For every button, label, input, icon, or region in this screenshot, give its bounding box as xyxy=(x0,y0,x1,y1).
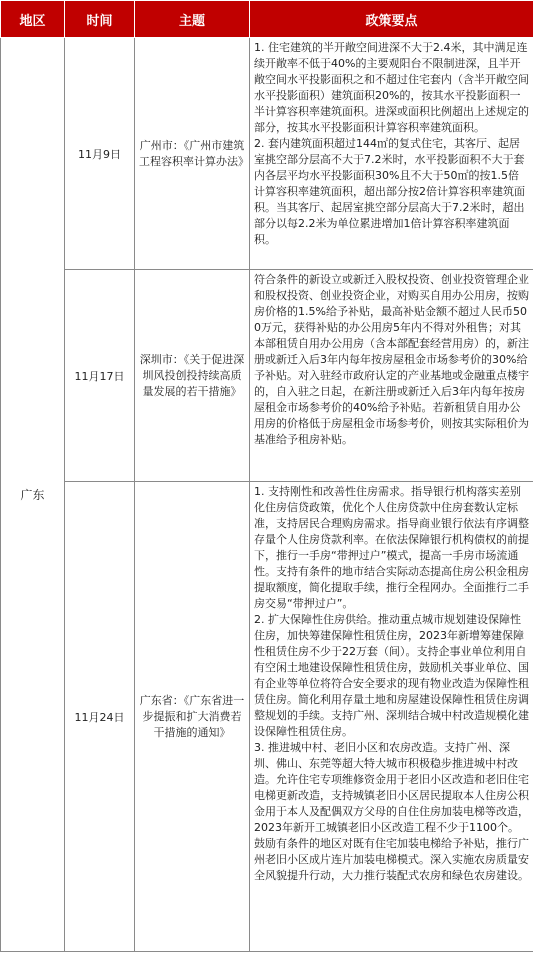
policy-paragraph: 3. 推进城中村、老旧小区和农房改造。支持广州、深圳、佛山、东莞等超大特大城市积极稳步推进城中村改造。允许住宅专项维修资金用于老旧小区改造和老旧住宅电梯更新改造，支持城镇老旧小区居民提取本人住房公积金用于本人及配偶双方父母的自住住房加装电梯等改造，2023年新开工城镇老旧小区改造工程不少于1100个。鼓励有条件的地区对既有住宅加装电梯给予补贴，推行广州老旧小区成片连片加装电梯模式。深入实施农房质量安全风貌提升行动，大力推行装配式农房和绿色农房建设。 xyxy=(254,741,529,882)
policy-paragraph: 2. 扩大保障性住房供给。推动重点城市规划建设保障性住房，加快筹建保障性租赁住房，2023年新增筹建保障性租赁住房不少于22万套（间）。支持企事业单位利用自有空闲土地建设保障性租赁住房，鼓励机关事业单位、国有企业等单位将符合安全要求的现有物业改造为保障性租赁住房。简化利用存量土地和房屋建设保障性租赁住房调整规划的手续。支持广州、深圳结合城中村改造规模化建设保障性租赁住房。 xyxy=(254,613,529,738)
table-row xyxy=(1,270,533,482)
policy-paragraph: 1. 支持刚性和改善性住房需求。指导银行机构落实差别化住房信贷政策，优化个人住房贷款中住房套数认定标准，支持居民合理购房需求。指导商业银行依法有序调整存量个人住房贷款利率。在依法保障银行机构债权的前提下，推行一手房“带押过户”模式，提高一手房市场流通性。支持有条件的地市结合实际动态提高住房公积金租房提取额度，简化提取手续，推行全程网办。全面推行二手房交易“带押过户”。 xyxy=(254,485,529,610)
table-row xyxy=(1,38,533,270)
policy-paragraph: 2. 套内建筑面积超过144㎡的复式住宅，其客厅、起居室挑空部分层高不大于7.2米时，水平投影面积不大于套内各层平均水平投影面积30%且不大于50㎡的按1.5倍计算容积率建筑面积，超出部分按2倍计算容积率建筑面积。当其客厅、起居室挑空部分层高大于7.2米时，超出部分以每2.2米为单位累进增加1倍计算容积率建筑面积。 xyxy=(254,137,525,246)
header-policy: 政策要点 xyxy=(250,1,533,38)
date-cell: 11月9日 xyxy=(65,38,135,270)
policy-paragraph: 1. 住宅建筑的半开敞空间进深不大于2.4米，其中满足连续开敞率不低于40%的主要观阳台不限制进深，且半开敞空间水平投影面积之和不超过住宅套内（含半开敞空间水平投影面积）建筑面积20%的，按其水平投影面积一半计算容积率建筑面积。进深或面积比例超出上述规定的部分，按其水平投影面积计算容积率建筑面积。 xyxy=(254,41,529,134)
topic-cell: 广州市：《广州市建筑工程容积率计算办法》 xyxy=(135,38,250,270)
header-region: 地区 xyxy=(1,1,65,38)
table-row xyxy=(1,482,533,952)
policy-cell xyxy=(250,482,533,952)
topic-cell: 广东省：《广东省进一步提振和扩大消费若干措施的通知》 xyxy=(135,482,250,952)
header-topic: 主题 xyxy=(135,1,250,38)
topic-cell: 深圳市：《关于促进深圳风投创投持续高质量发展的若干措施》 xyxy=(135,270,250,482)
policy-cell xyxy=(250,270,533,482)
policy-cell xyxy=(250,38,533,270)
date-cell: 11月24日 xyxy=(65,482,135,952)
header-date: 时间 xyxy=(65,1,135,38)
date-cell: 11月17日 xyxy=(65,270,135,482)
header-row xyxy=(1,1,533,38)
region-cell: 广东 xyxy=(1,38,65,952)
policy-paragraph: 符合条件的新设立或新迁入股权投资、创业投资管理企业和股权投资、创业投资企业，对购买自用办公用房，按购房价格的1.5%给予补贴，最高补贴金额不超过人民币500万元，获得补贴的办公用房5年内不得对外租售；对其本部租赁自用办公用房（含本部配套经营用房）的，新注册或新迁入后3年内每年按房屋租金市场参考价的30%给予补贴。对入驻经市政府认定的产业基地或金融重点楼宇的，自入驻之日起，在新注册或新迁入后3年内每年按房屋租金市场参考价的40%给予补贴。若新租赁自用办公用房的价格低于房屋租金市场参考价，则按其实际租价为基准给予租房补贴。 xyxy=(254,273,529,446)
